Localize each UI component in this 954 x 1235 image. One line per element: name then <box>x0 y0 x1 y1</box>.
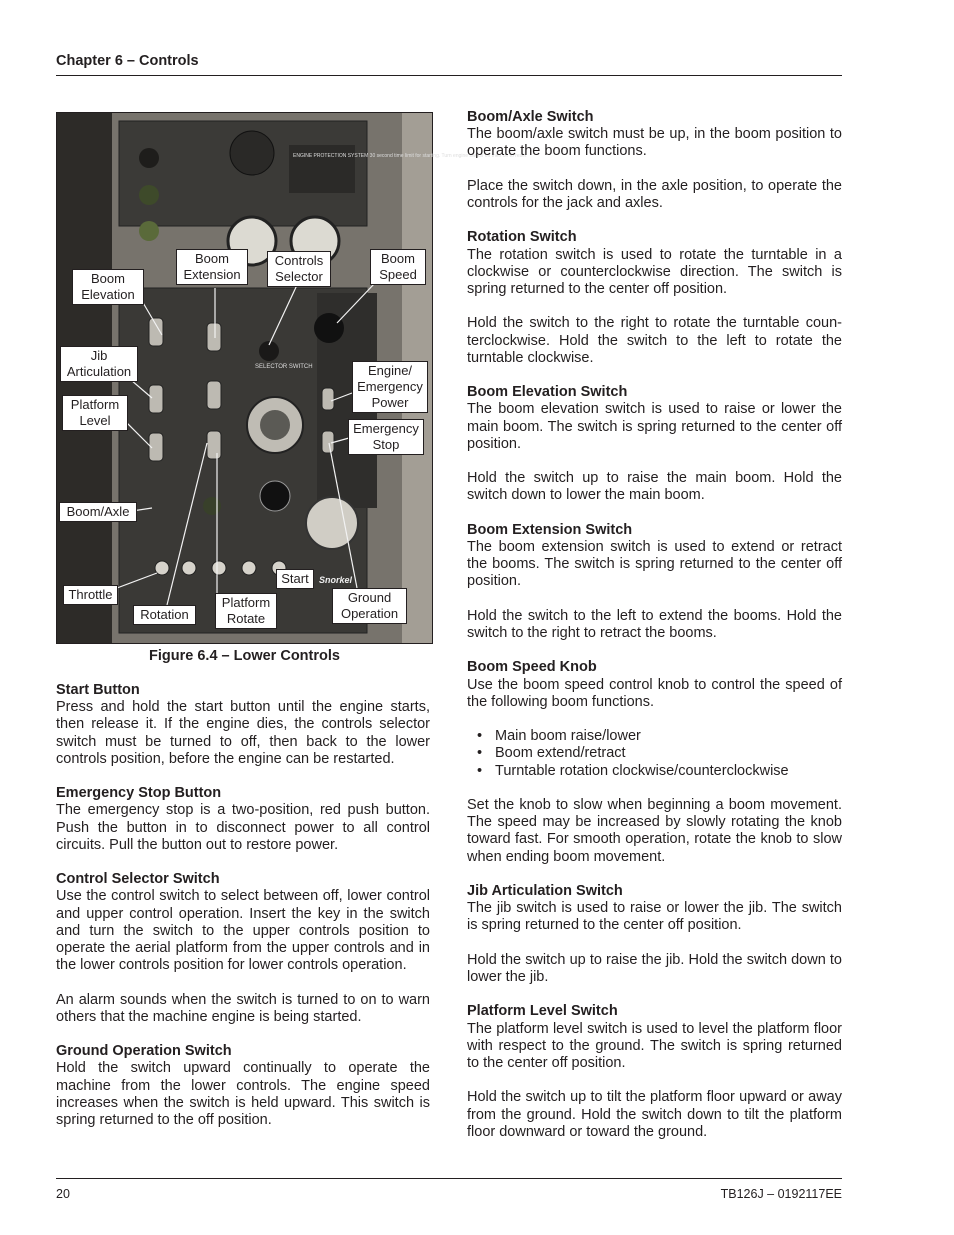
callout-controls-selector: Controls Selector <box>267 251 331 287</box>
callout-boom-axle: Boom/Axle <box>59 502 137 522</box>
section-paragraph: Set the knob to slow when beginning a boom movement. The speed may be increased by slowly rotating the knob toward fast. For smooth operation, rotate the knob to slow when ending boom movement. <box>467 796 842 865</box>
callout-emergency-stop: Emergency Stop <box>348 419 424 455</box>
callout-boom-speed: Boom Speed <box>370 249 426 285</box>
section-title: Boom Speed Knob <box>467 659 597 676</box>
chapter-header: Chapter 6 – Controls <box>56 53 199 69</box>
callout-platform-level: Platform Level <box>62 395 128 431</box>
left-column <box>56 682 430 1146</box>
section-paragraph: The platform level switch is used to level the platform floor with respect to the ground. The switch is spring returned to the center off position. <box>467 1020 842 1071</box>
callout-boom-elevation: Boom Elevation <box>72 269 144 305</box>
list-item: • Main boom raise/lower <box>495 728 842 745</box>
callout-throttle: Throttle <box>63 585 118 605</box>
section-jib <box>467 883 842 986</box>
section-paragraph: Use the boom speed control knob to control the speed of the following boom functions. <box>467 676 842 710</box>
callout-rotation: Rotation <box>133 605 196 625</box>
section-paragraph: Place the switch down, in the axle position, to operate the controls for the jack and axles. <box>467 177 842 211</box>
section-boom-elevation <box>467 384 842 504</box>
section-title: Start Button <box>56 682 140 698</box>
section-title: Jib Articulation Switch <box>467 882 623 899</box>
callout-ground-operation: Ground Operation <box>332 588 407 624</box>
brand-logo-text: Snorkel <box>319 575 353 585</box>
section-control-selector <box>56 871 430 1026</box>
section-paragraph: Hold the switch upward continually to operate the machine from the lower controls. The engine speed increases when the switch is held upward. This switch is spring returned to the off position. <box>56 1060 430 1129</box>
section-paragraph: Hold the switch to the right to rotate the turntable coun-terclockwise. Hold the switch to the left to rotate the turntable clockwise. <box>467 315 842 366</box>
selector-switch-text: SELECTOR SWITCH <box>255 364 313 370</box>
callout-engine-emergency-power: Engine/ Emergency Power <box>352 361 428 413</box>
section-ground-operation <box>56 1043 430 1129</box>
section-paragraph: The boom/axle switch must be up, in the boom position to operate the boom functions. <box>467 126 842 160</box>
figure-caption: Figure 6.4 – Lower Controls <box>149 648 340 664</box>
list-item: • Turntable rotation clockwise/counterclockwise <box>495 763 842 780</box>
section-platform-level <box>467 1003 842 1141</box>
section-title: Emergency Stop Button <box>56 785 222 802</box>
list-item: • Boom extend/retract <box>495 745 842 762</box>
right-column <box>467 109 842 1158</box>
callout-boom-extension: Boom Extension <box>176 249 248 285</box>
section-paragraph: Press and hold the start button until the engine starts, then release it. If the engine dies, the controls selector switch must be turned to off, then back to the lower controls position, before the engine can be restarted. <box>56 699 430 767</box>
callout-jib-articulation: Jib Articulation <box>60 346 138 382</box>
section-title: Control Selector Switch <box>56 871 220 888</box>
section-paragraph: Hold the switch up to tilt the platform floor upward or away from the ground. Hold the switch down to tilt the platform floor downward or toward the ground. <box>467 1089 842 1140</box>
section-boom-speed <box>467 659 842 865</box>
section-boom-axle <box>467 109 842 212</box>
section-rotation <box>467 229 842 367</box>
section-title: Ground Operation Switch <box>56 1043 232 1060</box>
footer-rule <box>56 1178 842 1179</box>
section-title: Platform Level Switch <box>467 1003 618 1020</box>
section-boom-extension <box>467 522 842 642</box>
section-paragraph: Use the control switch to select between off, lower control and upper control operation. Insert the key in the switch and turn the switch to the upper controls position to operate the aerial platform from the upper controls and in the lower controls position for lower controls operation. <box>56 888 430 974</box>
section-emergency-stop <box>56 785 430 854</box>
panel-protection-text: ENGINE PROTECTION SYSTEM 30 second time limit for starting. Turn engine switch off then on to reset <box>293 153 527 159</box>
section-paragraph: The boom elevation switch is used to raise or lower the main boom. The switch is spring returned to the center off position. <box>467 401 842 452</box>
section-title: Rotation Switch <box>467 229 577 246</box>
section-start-button <box>56 682 430 768</box>
section-title: Boom Elevation Switch <box>467 384 628 401</box>
boom-speed-list <box>467 728 842 780</box>
section-title: Boom/Axle Switch <box>467 109 594 125</box>
section-paragraph: An alarm sounds when the switch is turned to on to warn others that the machine engine is being started. <box>56 991 430 1025</box>
page-number: 20 <box>56 1187 70 1201</box>
section-paragraph: Hold the switch up to raise the jib. Hold the switch down to lower the jib. <box>467 951 842 985</box>
document-id: TB126J – 0192117EE <box>720 1187 842 1201</box>
section-paragraph: Hold the switch up to raise the main boom. Hold the switch down to lower the main boom. <box>467 470 842 504</box>
section-paragraph: Hold the switch to the left to extend the booms. Hold the switch to the right to retract the booms. <box>467 607 842 641</box>
header-rule <box>56 75 842 76</box>
section-paragraph: The jib switch is used to raise or lower the jib. The switch is spring returned to the center off position. <box>467 900 842 934</box>
section-paragraph: The rotation switch is used to rotate the turntable in a clockwise or counterclockwise direction. The switch is spring returned to the center off position. <box>467 246 842 297</box>
section-paragraph: The boom extension switch is used to extend or retract the booms. The switch is spring returned to the center off position. <box>467 538 842 590</box>
callout-platform-rotate: Platform Rotate <box>215 593 277 629</box>
section-title: Boom Extension Switch <box>467 521 633 538</box>
section-paragraph: The emergency stop is a two-position, red push button. Push the button in to disconnect power to all control circuits. Pull the button out to restore power. <box>56 802 430 853</box>
callout-start: Start <box>276 569 314 589</box>
